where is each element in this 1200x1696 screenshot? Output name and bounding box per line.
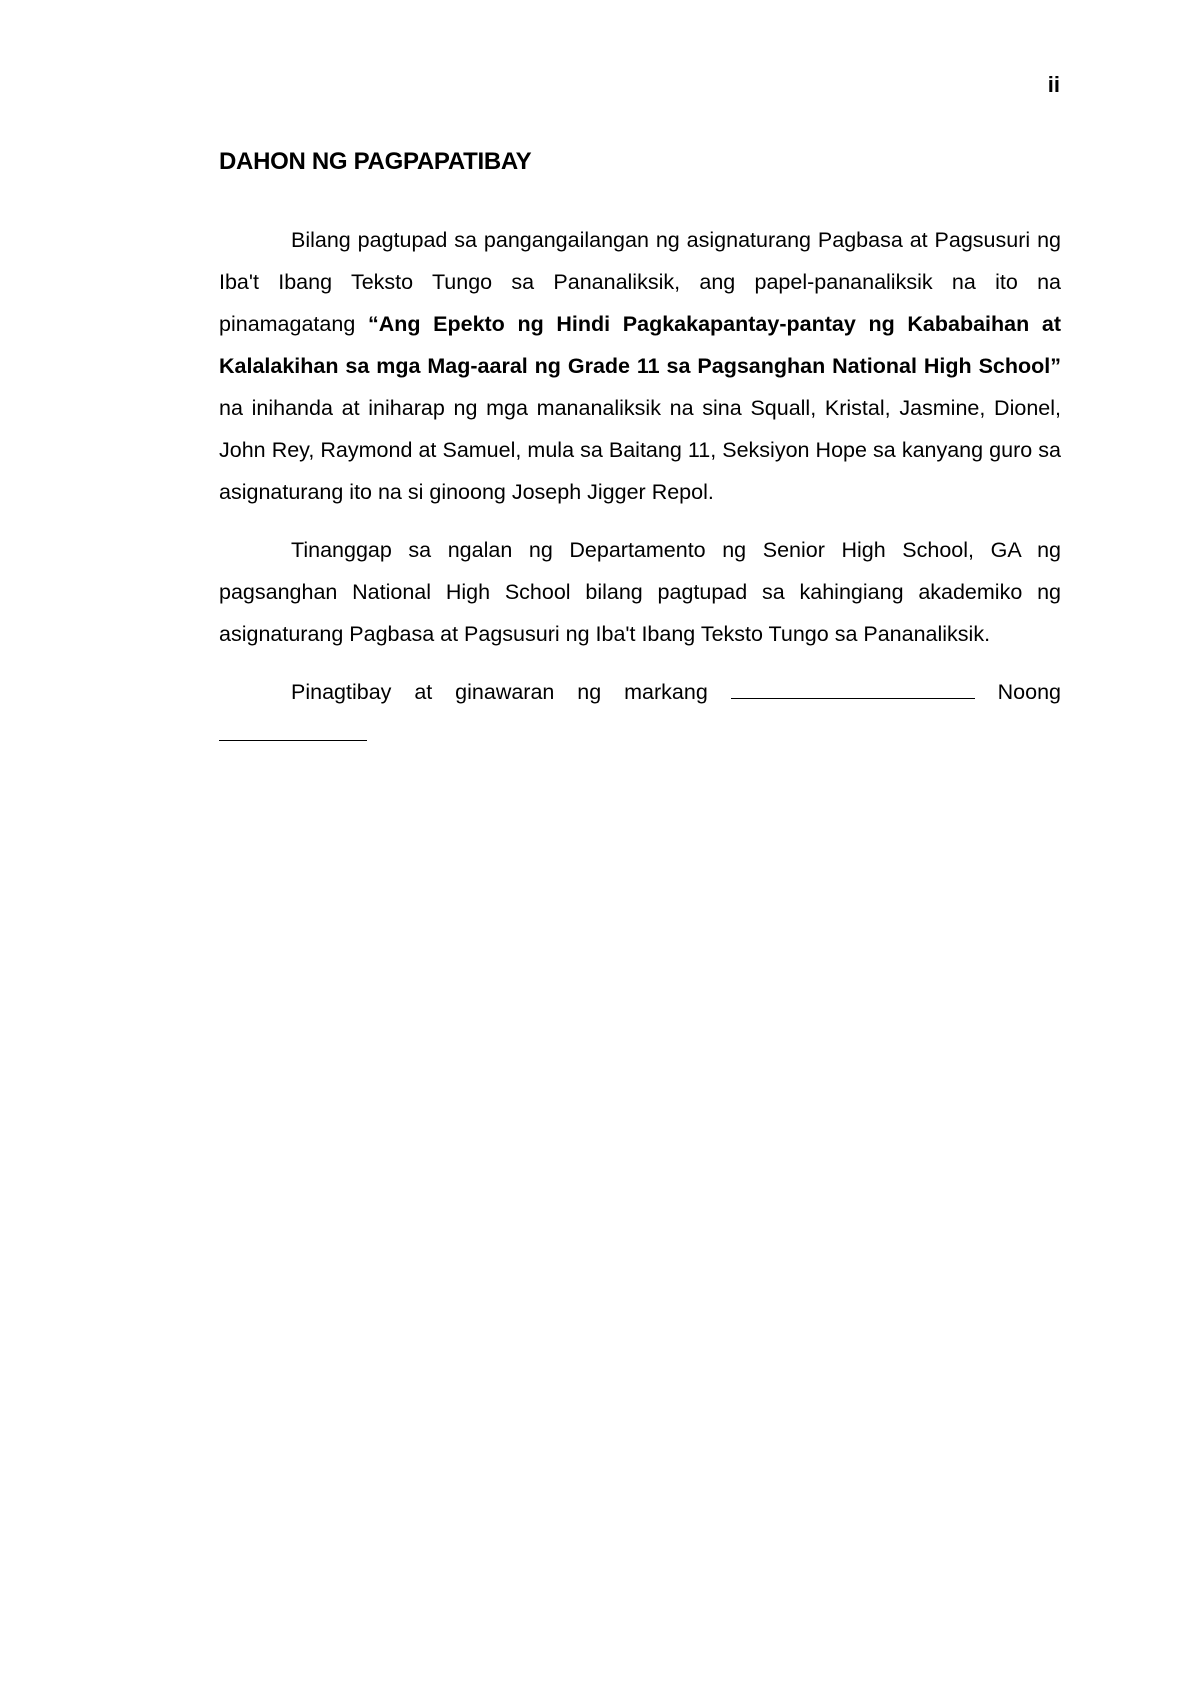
date-label: Noong: [974, 680, 1061, 704]
page-number: ii: [1047, 72, 1060, 97]
paragraph-1-intro: Bilang pagtupad sa pangangailangan ng asignaturang Pagbasa at Pagsusuri ng Iba't Ibang Teksto Tungo sa Pananaliksik, ang papel-pananaliksik na ito na pinamagatang: [219, 228, 1061, 336]
approval-paragraph-2: Tinanggap sa ngalan ng Departamento ng Senior High School, GA ng pagsanghan National High School bilang pagtupad sa kahingiang akademiko ng asignaturang Pagbasa at Pagsusuri ng Iba't Ibang Teksto Tungo sa Pananaliksik.: [219, 538, 1061, 646]
document-body: [219, 219, 1061, 771]
grade-label: Pinagtibay at ginawaran ng markang: [291, 680, 731, 704]
date-blank-line: [219, 722, 367, 741]
paragraph-1-rest: na inihanda at iniharap ng mga mananaliksik na sina Squall, Kristal, Jasmine, Dionel, John Rey, Raymond at Samuel, mula sa Baitang 11, Seksiyon Hope sa kanyang guro sa asignaturang ito na si ginoong Joseph Jigger Repol.: [219, 396, 1061, 504]
page-title: DAHON NG PAGPAPATIBAY: [219, 148, 532, 175]
approval-paragraph-1: [219, 219, 1061, 513]
approval-paragraph-3: [219, 671, 1061, 755]
research-title: “Ang Epekto ng Hindi Pagkakapantay-pantay ng Kababaihan at Kalalakihan sa mga Mag-aaral ng Grade 11 sa Pagsanghan National High School”: [219, 312, 1061, 378]
grade-blank-line: [731, 680, 975, 699]
